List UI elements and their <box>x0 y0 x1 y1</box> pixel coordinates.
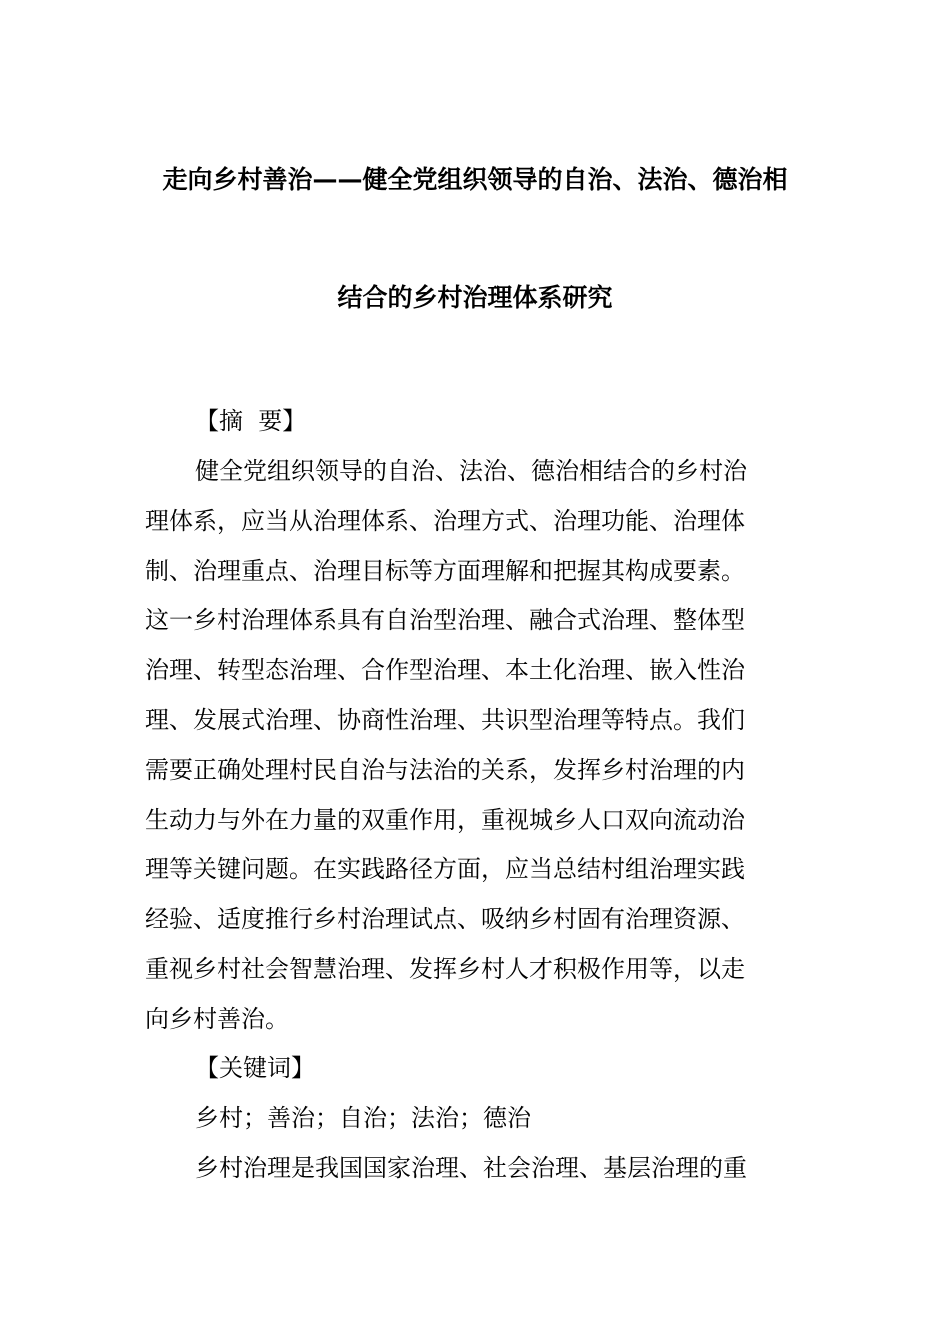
document-title-line-2: 结合的乡村治理体系研究 <box>337 283 613 312</box>
abstract-line: 向乡村善治。 <box>145 1004 289 1033</box>
abstract-line: 制、治理重点、治理目标等方面理解和把握其构成要素。 <box>145 556 745 585</box>
abstract-line: 生动力与外在力量的双重作用，重视城乡人口双向流动治 <box>145 805 745 834</box>
intro-paragraph-line: 乡村治理是我国国家治理、社会治理、基层治理的重 <box>195 1154 747 1182</box>
abstract-line: 健全党组织领导的自治、法治、德治相结合的乡村治 <box>195 457 747 485</box>
abstract-line: 重视乡村社会智慧治理、发挥乡村人才积极作用等，以走 <box>145 954 745 983</box>
abstract-line: 需要正确处理村民自治与法治的关系，发挥乡村治理的内 <box>145 755 745 784</box>
document-title-line-1: 走向乡村善治——健全党组织领导的自治、法治、德治相 <box>162 165 788 194</box>
abstract-line: 这一乡村治理体系具有自治型治理、融合式治理、整体型 <box>145 606 745 635</box>
abstract-line: 经验、适度推行乡村治理试点、吸纳乡村固有治理资源、 <box>145 905 745 934</box>
abstract-heading: 【摘 要】 <box>195 407 307 435</box>
keywords-heading: 【关键词】 <box>195 1054 315 1082</box>
keywords-list: 乡村；善治；自治；法治；德治 <box>195 1104 531 1132</box>
abstract-line: 理等关键问题。在实践路径方面，应当总结村组治理实践 <box>145 855 745 884</box>
abstract-line: 治理、转型态治理、合作型治理、本土化治理、嵌入性治 <box>145 656 745 685</box>
abstract-line: 理体系，应当从治理体系、治理方式、治理功能、治理体 <box>145 506 745 535</box>
abstract-line: 理、发展式治理、协商性治理、共识型治理等特点。我们 <box>145 705 745 734</box>
abstract-body <box>145 447 807 1045</box>
